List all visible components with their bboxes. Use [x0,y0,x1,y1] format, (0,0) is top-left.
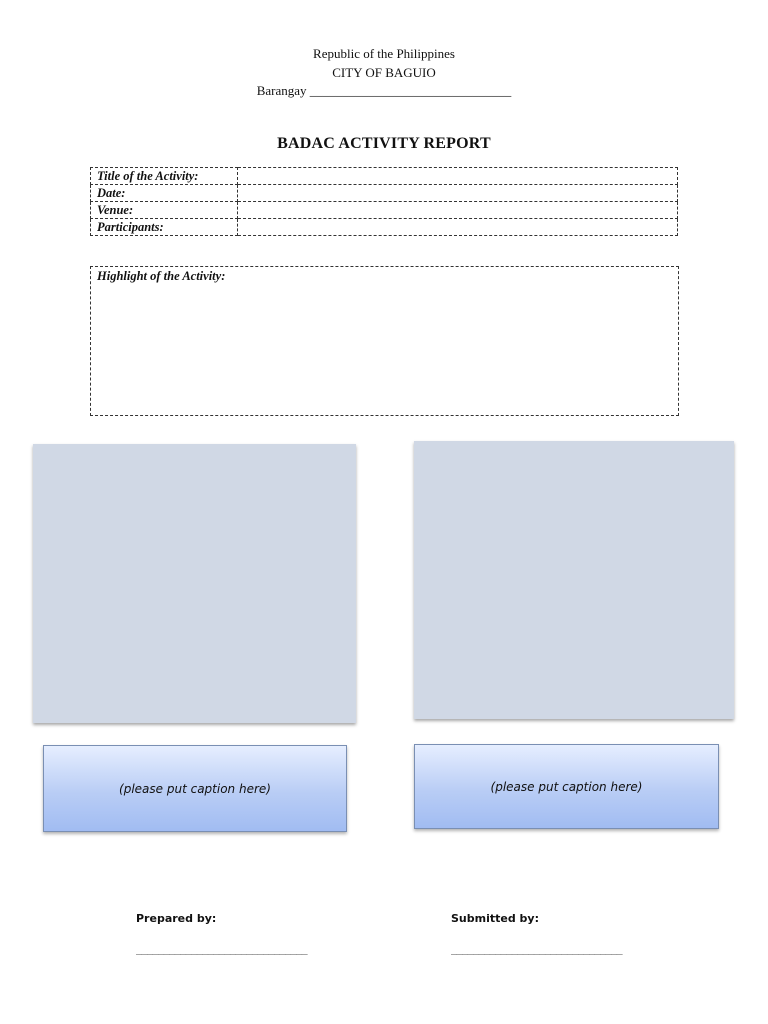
table-row [91,185,678,202]
caption-box-right[interactable] [414,744,719,829]
caption-text-left: (please put caption here) [119,781,271,796]
field-label-date: Date: [91,185,238,202]
highlight-box[interactable] [90,266,679,416]
caption-text-right: (please put caption here) [490,779,643,794]
header-republic: Republic of the Philippines [313,46,455,61]
caption-box-left[interactable] [43,745,347,832]
report-title: BADAC ACTIVITY REPORT [277,135,491,152]
submitted-by-signature-line: _______________________________ [451,944,623,955]
photo-placeholder-right[interactable] [414,441,734,719]
header-barangay: Barangay _______________________________ [256,83,512,98]
prepared-by-label: Prepared by: [136,912,217,925]
field-label-title: Title of the Activity: [91,168,238,185]
table-row [91,168,678,185]
field-value-participants[interactable] [238,219,678,236]
prepared-by-signature-line: _______________________________ [136,944,308,955]
header-city: CITY OF BAGUIO [332,65,436,80]
photo-placeholder-left[interactable] [33,444,356,723]
activity-info-table [90,167,678,236]
field-label-participants: Participants: [91,219,238,236]
table-row [91,202,678,219]
field-label-venue: Venue: [91,202,238,219]
field-value-venue[interactable] [238,202,678,219]
submitted-by-label: Submitted by: [451,912,539,925]
table-row [91,219,678,236]
highlight-label: Highlight of the Activity: [97,269,226,283]
field-value-title[interactable] [238,168,678,185]
field-value-date[interactable] [238,185,678,202]
